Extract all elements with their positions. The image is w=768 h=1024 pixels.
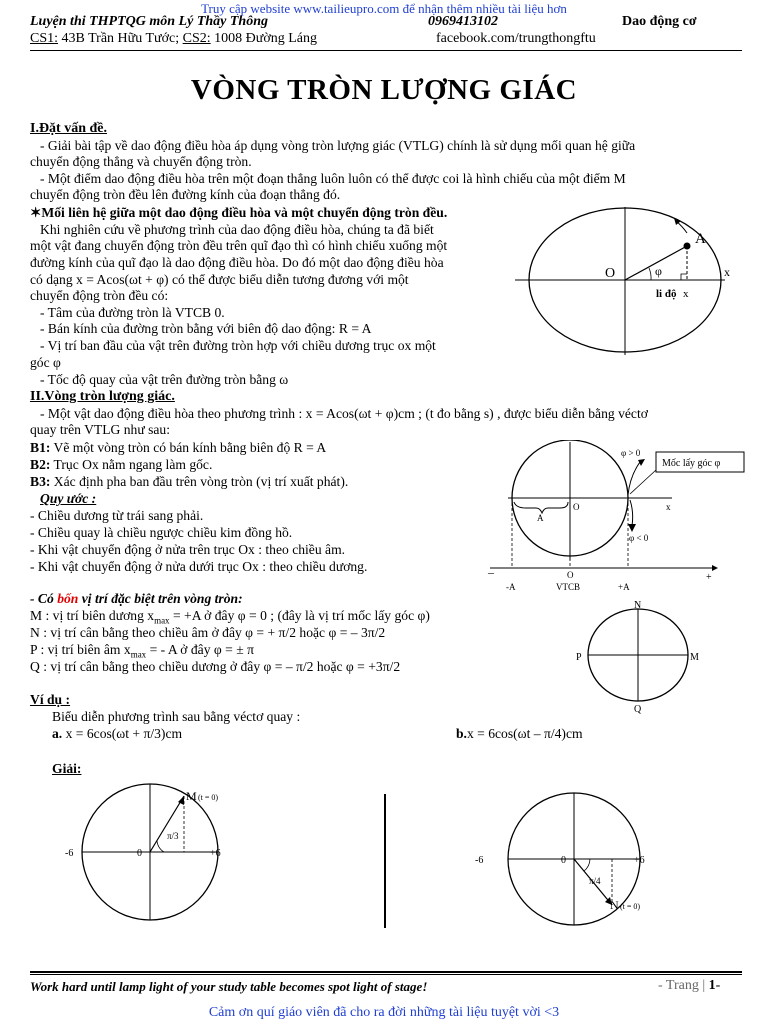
amplitude-brace: [514, 502, 568, 513]
positions-heading-pre: - Có: [30, 591, 58, 606]
label-m: M: [690, 652, 699, 663]
label-t0: (t = 0): [198, 793, 219, 802]
footer-motto: Work hard until lamp light of your study table becomes spot light of stage!: [30, 979, 428, 994]
step-b2-text: Trục Ox nằm ngang làm gốc.: [50, 457, 213, 472]
label-a: A: [695, 231, 706, 247]
label-phi: φ: [655, 264, 662, 278]
section1-para: - Tốc độ quay của vật trên đường tròn bằng ω: [40, 372, 289, 387]
label-minus: –: [488, 565, 494, 579]
header-divider: [30, 50, 742, 51]
example-b-label: b.: [456, 726, 467, 741]
section1-line: chuyển động thẳng và chuyển động tròn.: [30, 154, 252, 169]
step-b2-label: B2:: [30, 457, 51, 472]
cs1-address: 43B Trần Hữu Tước;: [58, 31, 183, 46]
page-number: [658, 978, 720, 994]
label-o: O: [573, 502, 580, 512]
section1-para: - Tâm của đường tròn là VTCB 0.: [40, 305, 225, 320]
label-li-do: li độ: [656, 288, 677, 300]
label-m: M: [186, 789, 197, 803]
step-b3-label: B3:: [30, 474, 51, 489]
figure-example-b: [472, 787, 672, 937]
step-b2: [30, 457, 212, 473]
label-zero: 0: [561, 855, 566, 866]
section1-para: chuyển động tròn đều có:: [30, 288, 169, 303]
step-b1: [30, 440, 326, 456]
label-plus: +: [706, 572, 712, 583]
section2-line: quay trên VTLG như sau:: [30, 422, 171, 437]
label-x-axis: x: [724, 265, 730, 279]
section1-para: đường kính của quĩ đạo là dao động điều hòa. Do đó một dao động điều hòa: [30, 255, 444, 270]
cs2-label: CS2:: [182, 31, 211, 46]
section1-subheading: ✶Mối liên hệ giữa một dao động điều hòa và một chuyển động tròn đều.: [30, 205, 448, 220]
label-neg6: -6: [475, 855, 484, 866]
section1-line: - Giải bài tập về dao động điều hòa áp dụng vòng tròn lượng giác (VTLG) chính là sử dụng mối quan hệ giữa: [40, 138, 636, 153]
page-num: 1: [708, 978, 716, 993]
step-b3: [30, 474, 348, 490]
example-heading: Ví dụ :: [30, 692, 71, 707]
phi-negative-arrow: [630, 500, 633, 526]
section2-heading: II.Vòng tròn lượng giác.: [30, 389, 175, 404]
position-q: Q : vị trí cân bằng theo chiều dương ở đây φ = – π/2 hoặc φ = +3π/2: [30, 659, 401, 674]
footer-rule: [30, 971, 742, 973]
example-b: [456, 726, 583, 742]
label-origin-callout: Mốc lấy góc φ: [662, 458, 721, 469]
label-zero: 0: [137, 848, 142, 859]
page-title: VÒNG TRÒN LƯỢNG GIÁC: [190, 74, 578, 106]
example-a: [52, 726, 182, 742]
example-divider: [384, 794, 386, 928]
label-neg6: -6: [65, 848, 74, 859]
cs2-address: 1008 Đường Láng: [210, 31, 318, 46]
figure-special-positions: [572, 598, 712, 718]
angle-arc: [157, 840, 164, 852]
label-a-brace: A: [537, 513, 544, 523]
label-pos6: +6: [634, 855, 645, 866]
step-b3-text: Xác định pha ban đầu trên vòng tròn (vị trí xuất phát).: [50, 474, 349, 489]
position-n: N : vị trí cân bằng theo chiều âm ở đây φ = + π/2 hoặc φ = – 3π/2: [30, 625, 386, 640]
section1-line: chuyển động tròn đều lên đường kính của đoạn thẳng đó.: [30, 187, 341, 202]
phi-arc: [649, 268, 651, 280]
point-a-dot: [684, 243, 691, 250]
section1-para: - Bán kính của đường tròn bằng với biên độ dao động: R = A: [40, 321, 372, 336]
vector-m: [150, 796, 184, 852]
position-p-text: P : vị trí biên âm x: [30, 642, 131, 657]
section1-heading: I.Đặt vấn đề.: [30, 121, 108, 136]
section1-para: góc φ: [30, 355, 61, 370]
label-o-bottom: O: [567, 570, 574, 580]
top-website-link[interactable]: Truy cập website www.tailieupro.com để nhận thêm nhiều tài liệu hơn: [201, 1, 567, 16]
label-neg-a: -A: [506, 582, 516, 592]
label-x-proj: x: [683, 288, 689, 300]
section1-para: - Vị trí ban đầu của vật trên đường tròn hợp với chiều dương trục ox một: [40, 338, 436, 353]
subscript-max: max: [154, 615, 170, 626]
position-p-rest: = - A ở đây φ = ± π: [146, 642, 254, 657]
right-angle-mark: [681, 274, 687, 280]
figure-phase-convention: [480, 440, 750, 600]
header-address: [30, 31, 317, 47]
label-vtcb: VTCB: [556, 582, 581, 592]
cs1-label: CS1:: [30, 31, 59, 46]
convention-rule: - Khi vật chuyển động ở nửa dưới trục Ox : theo chiều dương.: [30, 559, 368, 574]
subscript-max: max: [130, 649, 147, 660]
label-o: O: [605, 266, 616, 281]
page-prefix: - Trang |: [658, 978, 709, 993]
label-phi-positive: φ > 0: [621, 448, 641, 458]
label-n: N: [634, 600, 642, 611]
positions-heading-post: vị trí đặc biệt trên vòng tròn:: [78, 591, 243, 606]
label-pos-a: +A: [618, 582, 630, 592]
position-m-rest: = +A ở đây φ = 0 ; (đây là vị trí mốc lấy góc φ): [169, 608, 430, 623]
positions-heading: [30, 591, 243, 607]
section1-line: - Một điểm dao động điều hòa trên một đoạn thẳng luôn luôn có thể được coi là hình chiếu của một điểm M: [40, 171, 626, 186]
solution-heading: Giải:: [52, 761, 82, 776]
label-x-axis: x: [666, 502, 671, 512]
section1-para: có dạng x = Acos(ωt + φ) có thể được biểu diễn tương đương với một: [30, 272, 409, 287]
convention-rule: - Khi vật chuyển động ở nửa trên trục Ox : theo chiều âm.: [30, 542, 346, 557]
example-b-equation: x = 6cos(ωt – π/4)cm: [466, 726, 583, 741]
position-m-text: M : vị trí biên dương x: [30, 608, 155, 623]
label-phi-negative: φ < 0: [629, 533, 649, 543]
footer-rule-thin: [30, 974, 742, 975]
example-a-label: a.: [52, 726, 63, 741]
label-n: N: [610, 898, 619, 912]
footer-thanks: Cảm ơn quí giáo viên đã cho ra đời những tài liệu tuyệt vời <3: [208, 1005, 560, 1020]
label-angle: π/4: [589, 876, 601, 886]
label-angle: π/3: [167, 831, 179, 841]
page-suffix: -: [715, 978, 721, 993]
convention-rule: - Chiều quay là chiều ngược chiều kim đồng hồ.: [30, 525, 293, 540]
arrow-down-icon: [628, 524, 636, 532]
header-topic: Dao động cơ: [622, 14, 697, 29]
positions-heading-count: bốn: [57, 591, 79, 606]
convention-rule: - Chiều dương từ trái sang phải.: [30, 508, 204, 523]
header-course: Luyện thi THPTQG môn Lý Thầy Thông: [30, 14, 268, 29]
step-b1-label: B1:: [30, 440, 51, 455]
label-pos6: +6: [210, 848, 221, 859]
label-q: Q: [634, 704, 642, 715]
header-phone: 0969413102: [428, 14, 498, 29]
step-b1-text: Vẽ một vòng tròn có bán kính bằng biên độ R = A: [50, 440, 327, 455]
section2-line: - Một vật dao động điều hòa theo phương trình : x = Acos(ωt + φ)cm ; (t đo bằng s) , được biểu diễn bằng véctơ: [40, 406, 648, 421]
angle-arc: [584, 859, 590, 871]
example-a-equation: x = 6cos(ωt + π/3)cm: [62, 726, 183, 741]
section1-para: một vật đang chuyển động tròn đều trên quĩ đạo thì có hình chiếu xuống một: [30, 238, 448, 253]
label-p: P: [576, 652, 582, 663]
arrow-right-icon: [712, 565, 718, 571]
figure-example-a: [60, 783, 240, 933]
figure-circle-projection: [515, 205, 745, 360]
example-intro: Biểu diễn phương trình sau bằng véctơ quay :: [52, 709, 301, 724]
section1-para: Khi nghiên cứu về phương trình của dao động điều hòa, chúng ta đã biết: [40, 222, 434, 237]
label-t0: (t = 0): [620, 902, 641, 911]
header-facebook[interactable]: facebook.com/trungthongftu: [436, 31, 596, 46]
convention-heading: Quy ước :: [40, 491, 97, 506]
